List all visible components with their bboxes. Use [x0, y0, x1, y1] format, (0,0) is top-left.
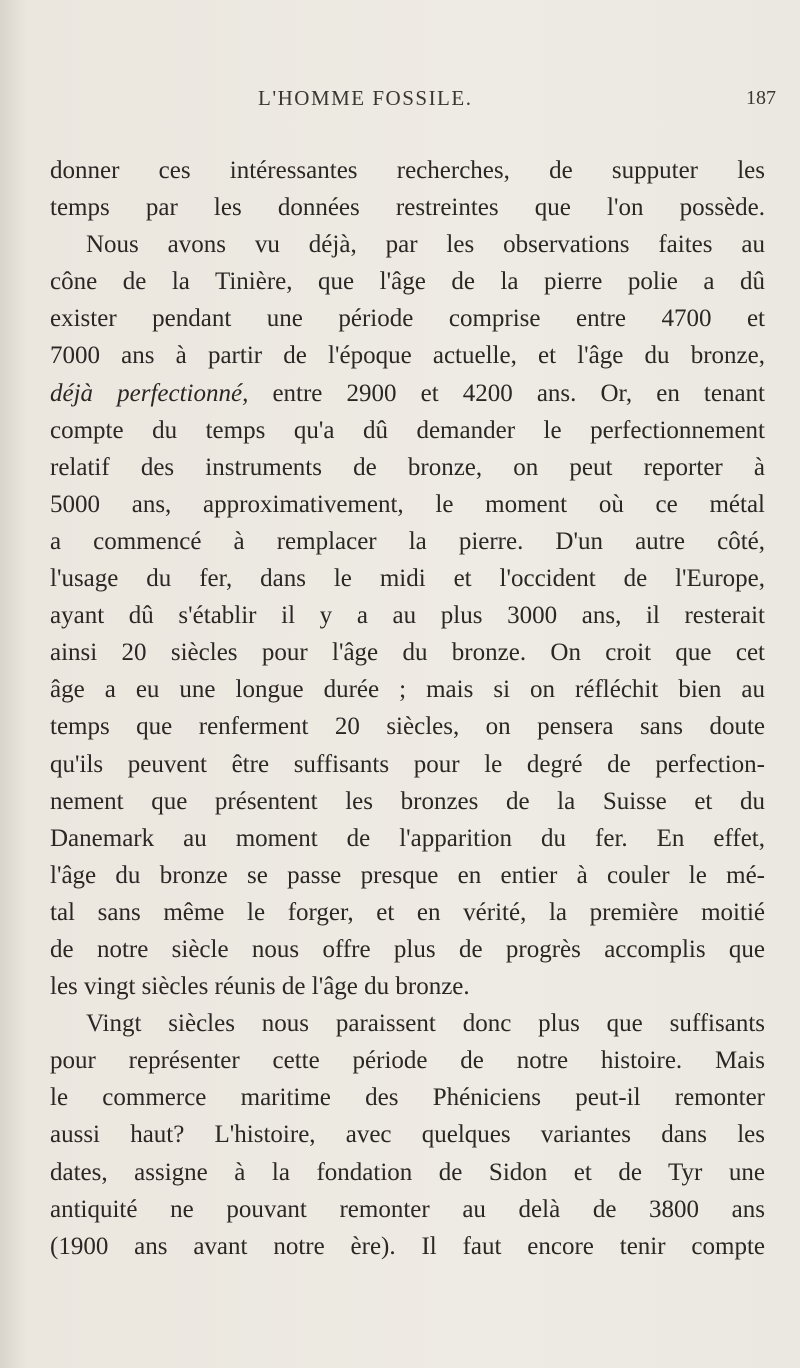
text-line: dates, assigne à la fondation de Sidon et de Tyr une [50, 1158, 765, 1186]
text-line: temps par les données restreintes que l'on possède. [50, 194, 765, 222]
text-line: donner ces intéressantes recherches, de supputer les [50, 157, 765, 184]
text-line: cône de la Tinière, que l'âge de la pierre polie a dû [50, 268, 765, 296]
text-line: pour représenter cette période de notre histoire. Mais [50, 1047, 765, 1075]
text-line: relatif des instruments de bronze, on peut reporter à [50, 453, 765, 481]
text-line: Vingt siècles nous paraissent donc plus que suffisants [86, 1010, 765, 1038]
text-line: temps que renferment 20 siècles, on pensera sans doute [50, 713, 765, 741]
italic-phrase: déjà perfectionné, [50, 379, 249, 407]
text-line: a commencé à remplacer la pierre. D'un autre côté, [50, 527, 765, 555]
text-line: tal sans même le forger, et en vérité, la première moitié [50, 898, 765, 926]
text-line: nement que présentent les bronzes de la Suisse et du [50, 787, 765, 815]
text-line: déjà perfectionné, entre 2900 et 4200 ans. Or, en tenant [50, 379, 765, 407]
text-line: le commerce maritime des Phéniciens peut-il remonter [50, 1084, 765, 1112]
text-line: Danemark au moment de l'apparition du fer. En effet, [50, 824, 765, 852]
text-line: aussi haut? L'histoire, avec quelques variantes dans les [50, 1121, 765, 1149]
text-line: âge a eu une longue durée ; mais si on réfléchit bien au [50, 676, 765, 704]
text-line: de notre siècle nous offre plus de progrès accomplis que [50, 935, 765, 963]
text-line: Nous avons vu déjà, par les observations faites au [86, 231, 765, 259]
text-line: exister pendant une période comprise entre 4700 et [50, 305, 765, 333]
text-line: 7000 ans à partir de l'époque actuelle, et l'âge du bronze, [50, 342, 765, 370]
text-line: ainsi 20 siècles pour l'âge du bronze. On croit que cet [50, 639, 765, 667]
text-line: qu'ils peuvent être suffisants pour le degré de perfection- [50, 750, 765, 778]
text-line: (1900 ans avant notre ère). Il faut encore tenir compte [50, 1232, 765, 1260]
page-number: 187 [746, 87, 776, 109]
text-line: l'usage du fer, dans le midi et l'occident de l'Europe, [50, 565, 765, 593]
text-line: antiquité ne pouvant remonter au delà de 3800 ans [50, 1195, 765, 1223]
text-line: les vingt siècles réunis de l'âge du bronze. [50, 973, 470, 1001]
body-text [50, 152, 765, 1265]
text-line: compte du temps qu'a dû demander le perfectionnement [50, 416, 765, 444]
text-line: ayant dû s'établir il y a au plus 3000 ans, il resterait [50, 602, 765, 630]
running-head: L'HOMME FOSSILE. [258, 86, 473, 110]
page-header [0, 86, 800, 116]
text-line: 5000 ans, approximativement, le moment où ce métal [50, 490, 765, 518]
text-line: l'âge du bronze se passe presque en entier à couler le mé- [50, 861, 765, 889]
